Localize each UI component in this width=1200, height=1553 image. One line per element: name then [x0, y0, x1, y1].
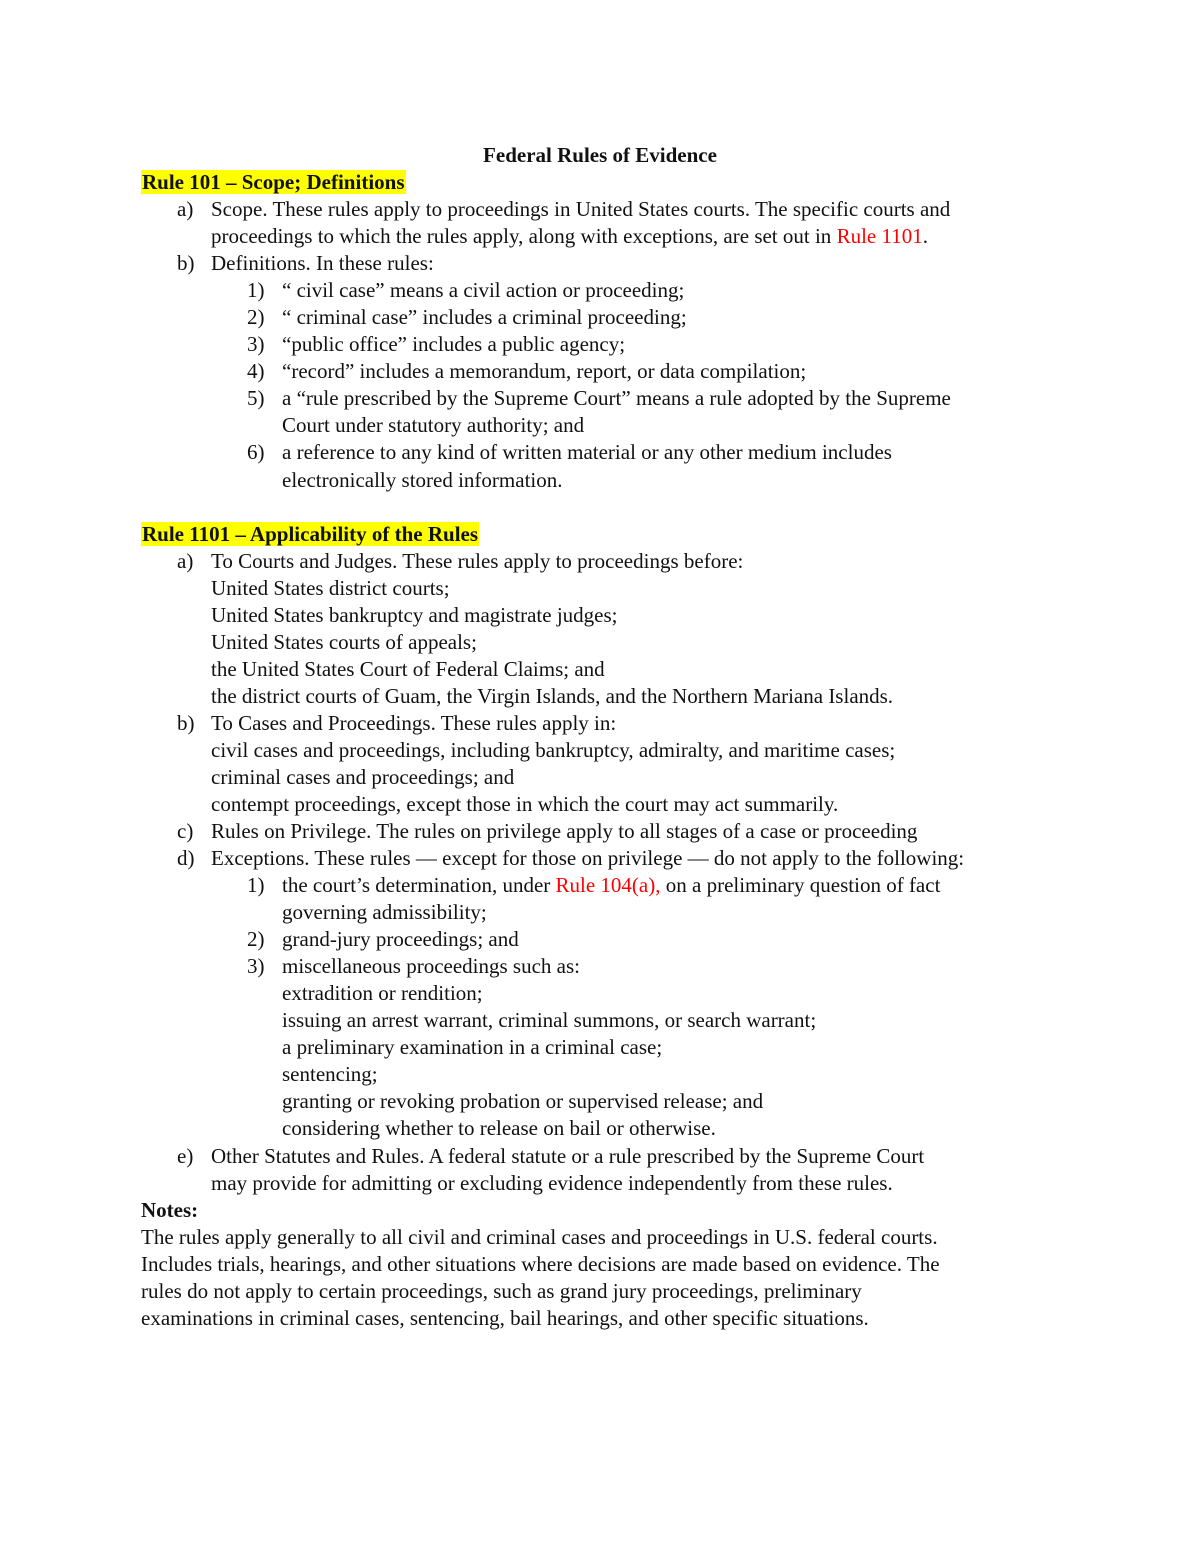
definition-text: Court under statutory authority; and: [282, 413, 585, 437]
definition-marker: 3): [247, 332, 265, 356]
rule-1101-d3-marker: 3): [247, 954, 265, 978]
definition-marker: 6): [247, 440, 265, 464]
list-item: civil cases and proceedings, including bankruptcy, admiralty, and maritime cases;: [211, 738, 896, 762]
rule-1101-e-text: Other Statutes and Rules. A federal statute or a rule prescribed by the Supreme Court: [211, 1144, 925, 1168]
definition-marker: 1): [247, 278, 265, 302]
list-item: granting or revoking probation or supervised release; and: [282, 1089, 764, 1113]
definition-text: “record” includes a memorandum, report, or data compilation;: [282, 359, 807, 383]
notes-text: Includes trials, hearings, and other situations where decisions are made based on evidence. The: [141, 1252, 940, 1276]
definition-text: “ civil case” means a civil action or proceeding;: [282, 278, 685, 302]
rule-1101-b-text: To Cases and Proceedings. These rules apply in:: [211, 711, 617, 735]
list-item: United States courts of appeals;: [211, 630, 477, 654]
definition-text: “ criminal case” includes a criminal proceeding;: [282, 305, 687, 329]
rule-1101-reference-link[interactable]: Rule 1101: [836, 224, 923, 248]
rule-1101-heading: [141, 521, 479, 548]
rule-1101-d1-pre: the court’s determination, under: [282, 873, 556, 897]
list-item: a preliminary examination in a criminal case;: [282, 1035, 663, 1059]
notes-label: Notes:: [141, 1198, 199, 1222]
definition-text: a “rule prescribed by the Supreme Court” means a rule adopted by the Supreme: [282, 386, 951, 410]
list-item: the United States Court of Federal Claims; and: [211, 657, 605, 681]
rule-1101-d-marker: d): [177, 846, 195, 870]
rule-101-a-text-2-post: .: [922, 224, 928, 248]
rule-1101-d-text: Exceptions. These rules — except for those on privilege — do not apply to the following:: [211, 846, 965, 870]
rule-101-b-text: Definitions. In these rules:: [211, 251, 434, 275]
rule-1101-a-marker: a): [177, 549, 194, 573]
rule-1101-d2-text: grand-jury proceedings; and: [282, 927, 519, 951]
rule-101-a-text-2: [211, 223, 928, 250]
rule-1101-a-text: To Courts and Judges. These rules apply to proceedings before:: [211, 549, 744, 573]
rule-101-a-text: Scope. These rules apply to proceedings in United States courts. The specific courts and: [211, 197, 951, 221]
list-item: United States bankruptcy and magistrate judges;: [211, 603, 618, 627]
rule-1101-d1-post: on a preliminary question of fact: [660, 873, 941, 897]
rule-1101-e-marker: e): [177, 1144, 194, 1168]
list-item: extradition or rendition;: [282, 981, 483, 1005]
list-item: criminal cases and proceedings; and: [211, 765, 515, 789]
notes-text: examinations in criminal cases, sentencing, bail hearings, and other specific situations.: [141, 1306, 869, 1330]
definition-marker: 2): [247, 305, 265, 329]
definition-text: a reference to any kind of written material or any other medium includes: [282, 440, 892, 464]
list-item: contempt proceedings, except those in which the court may act summarily.: [211, 792, 839, 816]
rule-1101-d1-marker: 1): [247, 873, 265, 897]
rule-1101-d1-text: [282, 872, 940, 899]
rule-1101-c-marker: c): [177, 819, 194, 843]
notes-text: rules do not apply to certain proceedings, such as grand jury proceedings, preliminary: [141, 1279, 862, 1303]
rule-1101-e-text-2: may provide for admitting or excluding evidence independently from these rules.: [211, 1171, 893, 1195]
rule-101-a-marker: a): [177, 197, 194, 221]
rule-1101-b-marker: b): [177, 711, 195, 735]
rule-101-a-text-2-pre: proceedings to which the rules apply, along with exceptions, are set out in: [211, 224, 837, 248]
list-item: United States district courts;: [211, 576, 450, 600]
notes-text: The rules apply generally to all civil and criminal cases and proceedings in U.S. federal courts.: [141, 1225, 938, 1249]
definition-marker: 4): [247, 359, 265, 383]
definition-text: “public office” includes a public agency;: [282, 332, 626, 356]
rule-1101-d1-text-2: governing admissibility;: [282, 900, 487, 924]
definition-text: electronically stored information.: [282, 468, 563, 492]
rule-104a-reference-link[interactable]: Rule 104(a),: [555, 873, 661, 897]
rule-101-heading: [141, 169, 406, 196]
rule-1101-d3-text: miscellaneous proceedings such as:: [282, 954, 580, 978]
document-title: Federal Rules of Evidence: [483, 143, 717, 167]
rule-101-b-marker: b): [177, 251, 195, 275]
definition-marker: 5): [247, 386, 265, 410]
list-item: issuing an arrest warrant, criminal summons, or search warrant;: [282, 1008, 817, 1032]
rule-101-heading-text: Rule 101 – Scope; Definitions: [142, 170, 405, 194]
list-item: sentencing;: [282, 1062, 378, 1086]
rule-1101-heading-text: Rule 1101 – Applicability of the Rules: [142, 522, 479, 546]
rule-1101-c-text: Rules on Privilege. The rules on privilege apply to all stages of a case or proceeding: [211, 819, 918, 843]
list-item: considering whether to release on bail or otherwise.: [282, 1116, 716, 1140]
list-item: the district courts of Guam, the Virgin Islands, and the Northern Mariana Islands.: [211, 684, 894, 708]
rule-1101-d2-marker: 2): [247, 927, 265, 951]
